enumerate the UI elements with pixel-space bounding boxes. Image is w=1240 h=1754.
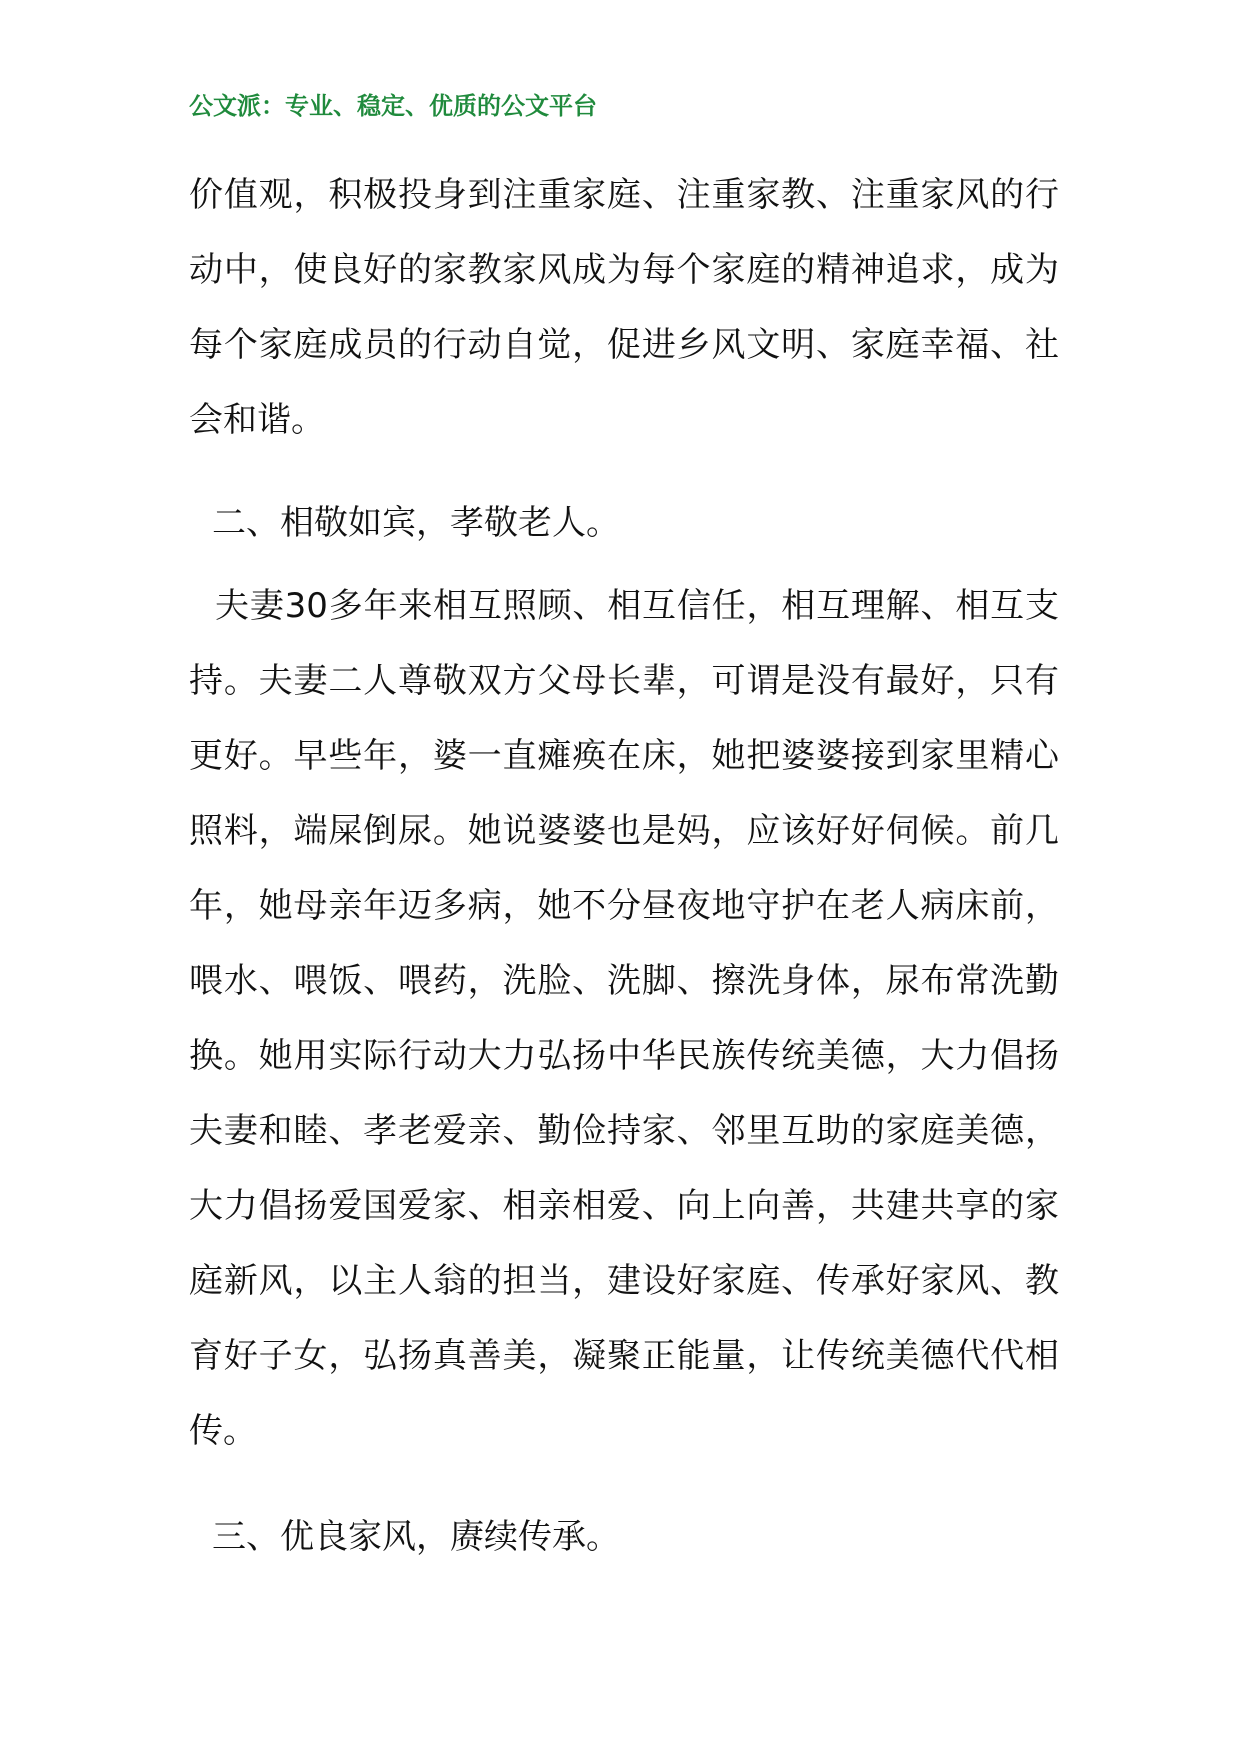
paragraph-continuation: 价值观，积极投身到注重家庭、注重家教、注重家风的行动中，使良好的家教家风成为每个家庭的精神追求，成为每个家庭成员的行动自觉，促进乡风文明、家庭幸福、社会和谐。 (189, 175, 1059, 440)
header-title: 公文派：专业、稳定、优质的公文平台 (189, 91, 597, 120)
paragraph-section-2: 夫妻30多年来相互照顾、相互信任，相互理解、相互支持。夫妻二人尊敬双方父母长辈，可谓是没有最好，只有更好。早些年，婆一直瘫痪在床，她把婆婆接到家里精心照料，端屎倒尿。她说婆婆也是妈，应该好好伺候。前几年，她母亲年迈多病，她不分昼夜地守护在老人病床前，喂水、喂饭、喂药，洗脸、洗脚、擦洗身体，尿布常洗勤换。她用实际行动大力弘扬中华民族传统美德，大力倡扬夫妻和睦、孝老爱亲、勤俭持家、邻里互助的家庭美德，大力倡扬爱国爱家、相亲相爱、向上向善，共建共享的家庭新风，以主人翁的担当，建设好家庭、传承好家风、教育好子女，弘扬真善美，凝聚正能量，让传统美德代代相传。 (189, 586, 1059, 1451)
section-heading-3: 三、优良家风，赓续传承。 (212, 1517, 620, 1557)
section-heading-2: 二、相敬如宾，孝敬老人。 (212, 503, 620, 543)
